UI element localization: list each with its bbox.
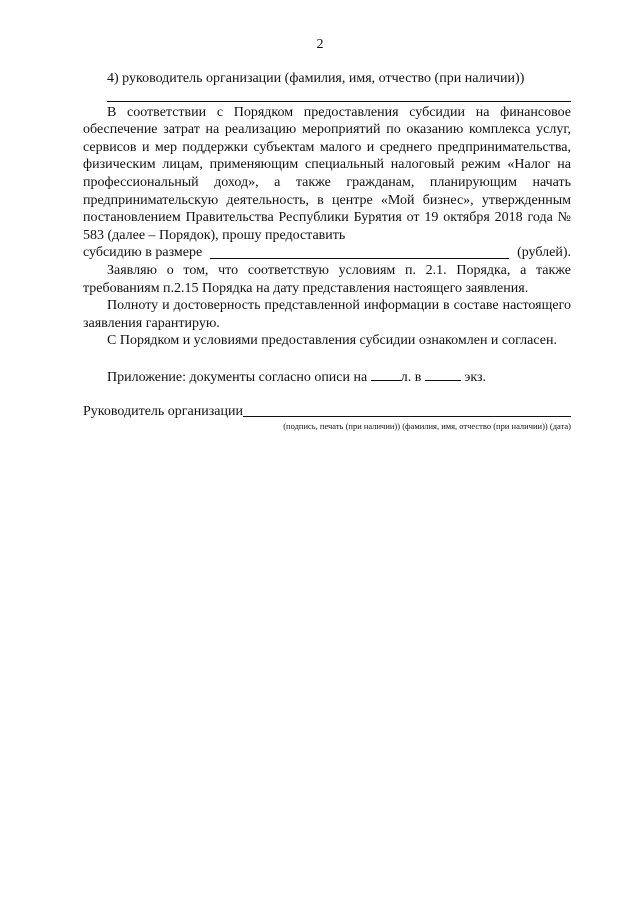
item-4-label: 4) руководитель организации (фамилия, имя, отчество (при наличии)) bbox=[107, 71, 525, 86]
guarantee-paragraph: Полноту и достоверность представленной информации в составе настоящего заявления гарантирую. bbox=[83, 298, 571, 331]
subsidy-unit: (рублей). bbox=[517, 245, 571, 261]
attachment-mid: л. в bbox=[400, 369, 422, 385]
subsidy-amount-row bbox=[83, 244, 571, 262]
attachment-prefix: Приложение: документы согласно описи на bbox=[107, 369, 368, 385]
acknowledgement-paragraph: С Порядком и условиями предоставления субсидии ознакомлен и согласен. bbox=[107, 333, 557, 349]
signature-line bbox=[243, 416, 571, 417]
attachment-suffix: экз. bbox=[464, 369, 486, 385]
signature-row bbox=[83, 403, 571, 421]
application-paragraph: В соответствии с Порядком предоставления субсидии на финансовое обеспечение затрат на реализацию мероприятий по оказанию комплекса услуг, сервисов и мер поддержки субъектам малого и среднего предпринимательства, физическим лицам, применяющим специальный налоговый режим «Налог на профессиональный доход», а также гражданам, планирующим начать предпринимательскую деятельность, в центре «Мой бизнес», утвержденным постановлением Правительства Республики Бурятия от 19 октября 2018 года № 583 (далее – Порядок), прошу предоставить bbox=[83, 104, 571, 243]
page-number: 2 bbox=[316, 37, 324, 52]
spacer bbox=[83, 350, 571, 367]
copies-count-line bbox=[425, 380, 461, 381]
signature-caption: (подпись, печать (при наличии)) (фамилия, имя, отчество (при наличии)) (дата) bbox=[283, 421, 571, 432]
sheets-count-line bbox=[371, 380, 401, 381]
manager-name-line bbox=[107, 101, 571, 102]
subsidy-label: субсидию в размере bbox=[83, 245, 203, 261]
attachment-line bbox=[83, 369, 571, 387]
document-body bbox=[83, 70, 571, 432]
subsidy-amount-line bbox=[210, 258, 509, 259]
conditions-paragraph: Заявляю о том, что соответствую условиям п. 2.1. Порядка, а также требованиям п.2.15 Порядка на дату представления настоящего заявления. bbox=[83, 262, 571, 296]
signature-label: Руководитель организации bbox=[83, 403, 243, 419]
